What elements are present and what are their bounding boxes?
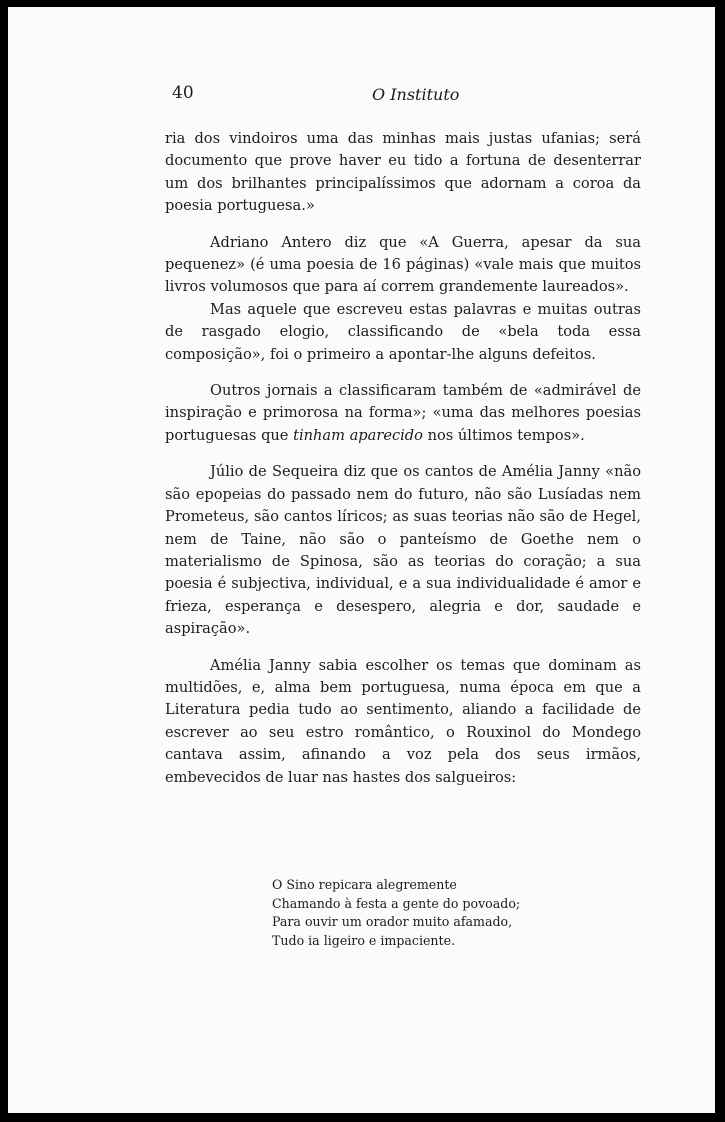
paragraph-adriano-antero: Adriano Antero diz que «A Guerra, apesar da sua pequenez» (é uma poesia de 16 páginas) «vale mais que muitos livros volumosos que para aí correm grandemente laureados».: [165, 233, 641, 296]
verse-line: O Sino repicara alegremente: [272, 877, 457, 892]
running-title: O Instituto: [372, 85, 460, 104]
paragraph-continuation: ria dos vindoiros uma das minhas mais justas ufanias; será documento que prove haver eu tido a fortuna de desenterrar um dos brilhantes principalíssimos que adornam a coroa da poesia portuguesa.»: [165, 130, 641, 215]
verse-line: Tudo ia ligeiro e impaciente.: [272, 932, 456, 948]
verse-line: Para ouvir um orador muito afamado,: [272, 914, 513, 929]
page-header: [172, 83, 567, 107]
verse-quotation: [272, 876, 572, 950]
page-number: 40: [172, 83, 194, 103]
paragraph-other-newspapers: [165, 380, 641, 447]
emphasis-text: tinham aparecido: [293, 426, 423, 444]
paragraph-text: Outros jornais a classificaram também de «admirável de inspiração e primorosa na forma»; «uma das melhores poesias portuguesas que: [165, 382, 641, 444]
paragraph-text: nos últimos tempos».: [422, 426, 585, 444]
verse-line: Chamando à festa a gente do povoado;: [272, 895, 521, 911]
paragraph-julio-sequeira: Júlio de Sequeira diz que os cantos de Amélia Janny «não são epopeias do passado nem do futuro, não são Lusíadas nem Prometeus, são cantos líricos; as suas teorias não são de Hegel, nem de Taine, não são o panteísmo de Goethe nem o materialismo de Spinosa, são as teorias do coração; a sua poesia é subjectiva, individual, e a sua individualidade é amor e frieza, esperança e desespero, alegria e dor, saudade e aspiração».: [165, 463, 641, 638]
paragraph-amelia-janny: Amélia Janny sabia escolher os temas que dominam as multidões, e, alma bem portuguesa, numa época em que a Literatura pedia tudo ao sentimento, aliando a facilidade de escrever ao seu estro romântico, o Rouxinol do Mondego cantava assim, afinando a voz pela dos seus irmãos, embevecidos de luar nas hastes dos salgueiros:: [165, 656, 641, 786]
body-text: [165, 128, 641, 789]
paragraph-first-critic: Mas aquele que escreveu estas palavras e muitas outras de rasgado elogio, classificando de «bela toda essa composição», foi o primeiro a apontar-lhe alguns defeitos.: [165, 300, 641, 363]
